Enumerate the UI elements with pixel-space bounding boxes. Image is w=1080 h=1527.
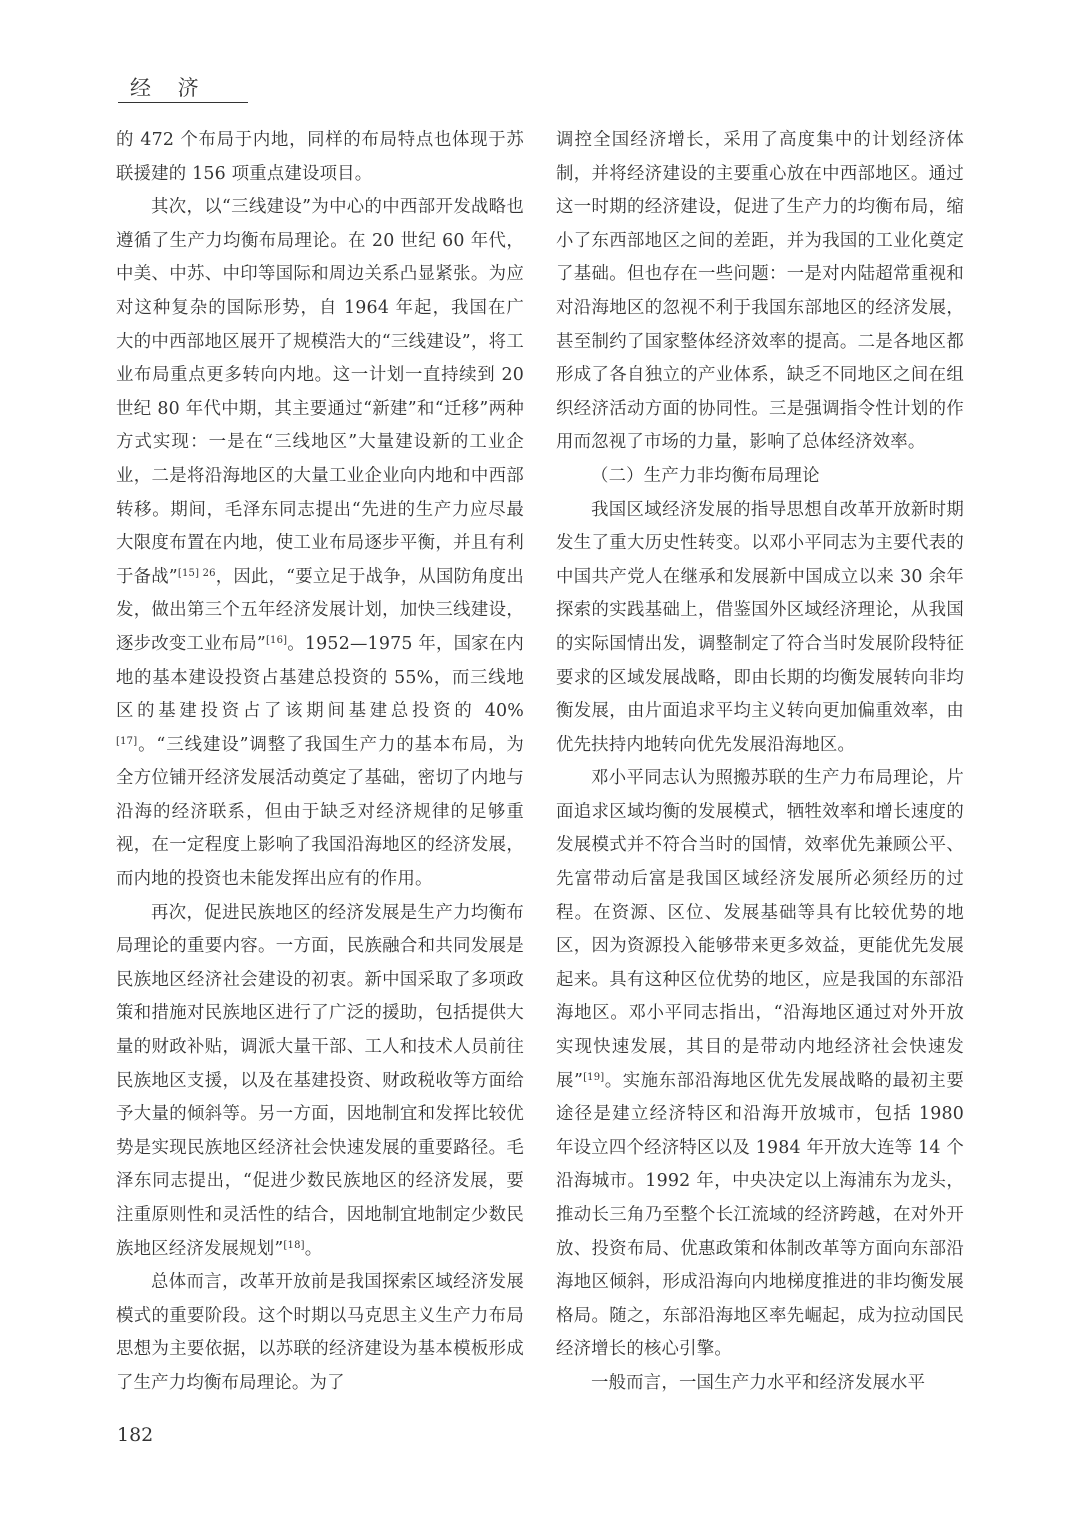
paragraph xyxy=(116,124,524,191)
text-run: 。1952—1975 年，国家在内地的基本建设投资占基建总投资的 55%，而三线地区的基建投资占了该期间基建总投资的 40% xyxy=(116,633,524,722)
text-run: 。“三线建设”调整了我国生产力的基本布局，为全方位铺开经济发展活动奠定了基础，密切了内地与沿海的经济联系，但由于缺乏对经济规律的足够重视，在一定程度上影响了我国沿海地区的经济发展，而内地的投资也未能发挥出应有的作用。 xyxy=(116,734,524,890)
paragraph xyxy=(556,1367,964,1401)
text-run: 。 xyxy=(304,1238,323,1259)
paragraph xyxy=(556,124,964,460)
citation-ref: [18] xyxy=(283,1239,305,1251)
paragraph xyxy=(116,191,524,896)
paragraph xyxy=(556,494,964,763)
text-run: 。实施东部沿海地区优先发展战略的最初主要途径是建立经济特区和沿海开放城市，包括 1980 年设立四个经济特区以及 1984 年开放大连等 14 个沿海城市。1992 年，中央决定以上海浦东为龙头，推动长三角乃至整个长江流域的经济跨越，在对外开放、投资布局、优惠政策和体制改革等方面向东部沿海地区倾斜，形成沿海向内地梯度推进的非均衡发展格局。随之，东部沿海地区率先崛起，成为拉动国民经济增长的核心引擎。 xyxy=(556,1070,964,1360)
text-run: 再次，促进民族地区的经济发展是生产力均衡布局理论的重要内容。一方面，民族融合和共同发展是民族地区经济社会建设的初衷。新中国采取了多项政策和措施对民族地区进行了广泛的援助，包括提供大量的财政补贴，调派大量干部、工人和技术人员前往民族地区支援，以及在基建投资、财政税收等方面给予大量的倾斜等。另一方面，因地制宜和发挥比较优势是实现民族地区经济社会快速发展的重要路径。毛泽东同志提出，“促进少数民族地区的经济发展，要注重原则性和灵活性的结合，因地制宜地制定少数民族地区经济发展规划” xyxy=(116,902,524,1259)
right-column xyxy=(556,124,964,1401)
section-title: 经 济 xyxy=(130,76,209,100)
text-run: 我国区域经济发展的指导思想自改革开放新时期发生了重大历史性转变。以邓小平同志为主要代表的中国共产党人在继承和发展新中国成立以来 30 余年探索的实践基础上，借鉴国外区域经济理论，从我国的实际国情出发，调整制定了符合当时发展阶段特征要求的区域发展战略，即由长期的均衡发展转向非均衡发展，由片面追求平均主义转向更加偏重效率，由优先扶持内地转向优先发展沿海地区。 xyxy=(556,499,964,755)
running-header xyxy=(118,74,248,103)
citation-ref: [15] 26 xyxy=(177,567,216,579)
left-column xyxy=(116,124,524,1401)
paragraph xyxy=(556,460,964,494)
text-run: 其次，以“三线建设”为中心的中西部开发战略也遵循了生产力均衡布局理论。在 20 世纪 60 年代，中美、中苏、中印等国际和周边关系凸显紧张。为应对这种复杂的国际形势，自 1964 年起，我国在广大的中西部地区展开了规模浩大的“三线建设”，将工业布局重点更多转向内地。这一计划一直持续到 20 世纪 80 年代中期，其主要通过“新建”和“迁移”两种方式实现：一是在“三线地区”大量建设新的工业企业，二是将沿海地区的大量工业企业向内地和中西部转移。期间，毛泽东同志提出“先进的生产力应尽最大限度布置在内地，使工业布局逐步平衡，并且有利于备战” xyxy=(116,197,524,587)
text-run: 一般而言，一国生产力水平和经济发展水平 xyxy=(591,1372,926,1393)
paragraph xyxy=(556,762,964,1367)
text-run: 总体而言，改革开放前是我国探索区域经济发展模式的重要阶段。这个时期以马克思主义生产力布局思想为主要依据，以苏联的经济建设为基本模板形成了生产力均衡布局理论。为了 xyxy=(116,1272,524,1393)
citation-ref: [16] xyxy=(265,634,288,646)
page-number: 182 xyxy=(117,1424,154,1446)
text-run: 邓小平同志认为照搬苏联的生产力布局理论，片面追求区域均衡的发展模式，牺牲效率和增长速度的发展模式并不符合当时的国情，效率优先兼顾公平、先富带动后富是我国区域经济发展所必须经历的过程。在资源、区位、发展基础等具有比较优势的地区，因为资源投入能够带来更多效益，更能优先发展起来。具有这种区位优势的地区，应是我国的东部沿海地区。邓小平同志指出，“沿海地区通过对外开放实现快速发展，其目的是带动内地经济社会快速发展” xyxy=(556,768,964,1091)
text-run: 调控全国经济增长，采用了高度集中的计划经济体制，并将经济建设的主要重心放在中西部地区。通过这一时期的经济建设，促进了生产力的均衡布局，缩小了东西部地区之间的差距，并为我国的工业化奠定了基础。但也存在一些问题：一是对内陆超常重视和对沿海地区的忽视不利于我国东部地区的经济发展，甚至制约了国家整体经济效率的提高。二是各地区都形成了各自独立的产业体系，缺乏不同地区之间在组织经济活动方面的协同性。三是强调指令性计划的作用而忽视了市场的力量，影响了总体经济效率。 xyxy=(556,130,964,453)
paragraph xyxy=(116,1266,524,1400)
paragraph xyxy=(116,897,524,1267)
citation-ref: [17] xyxy=(116,735,138,747)
citation-ref: [19] xyxy=(583,1071,605,1083)
text-run: 的 472 个布局于内地，同样的布局特点也体现于苏联援建的 156 项重点建设项目。 xyxy=(116,130,524,184)
text-run: ，因此，“要立足于战争，从国防角度出发，做出第三个五年经济发展计划，加快三线建设，逐步改变工业布局” xyxy=(116,566,524,654)
header-rule xyxy=(118,102,248,103)
text-run: （二）生产力非均衡布局理论 xyxy=(591,465,820,486)
